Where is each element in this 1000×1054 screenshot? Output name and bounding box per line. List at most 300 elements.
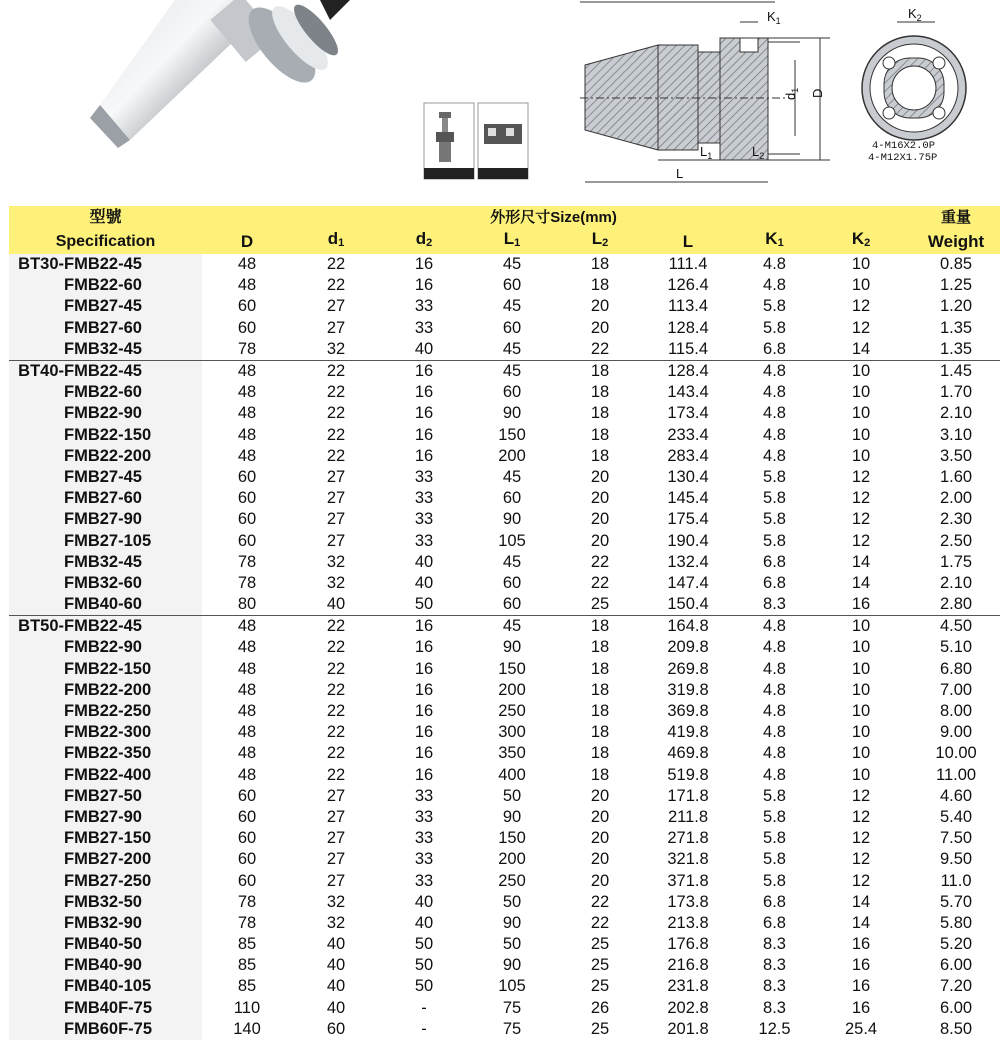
model-name: FMB27-200 <box>64 850 152 869</box>
cell-l1: 60 <box>502 383 522 402</box>
cell-l1: 75 <box>502 1019 522 1038</box>
cell-l2: 18 <box>590 383 610 402</box>
cell-d: 48 <box>237 702 257 721</box>
cell-k2: 10 <box>851 680 871 699</box>
spec-cell <box>9 446 202 467</box>
cell-d2: 16 <box>414 276 434 295</box>
table-row <box>9 425 1000 446</box>
cell-l: 173.8 <box>667 892 709 911</box>
table-row <box>9 275 1000 296</box>
front-view-drawing <box>862 6 966 164</box>
model-name: FMB40F-75 <box>64 998 153 1017</box>
cell-l2: 25 <box>590 935 610 954</box>
cell-k1: 5.8 <box>763 467 786 486</box>
model-name: FMB22-60 <box>64 276 142 295</box>
cell-d1: 22 <box>326 723 346 742</box>
cell-l1: 45 <box>502 552 522 571</box>
cell-d: 80 <box>237 595 257 614</box>
wrench-thumbnail <box>478 103 528 179</box>
cell-k1: 6.8 <box>763 339 786 358</box>
cell-l: 190.4 <box>667 531 709 550</box>
spec-cell <box>9 892 202 913</box>
table-row <box>9 722 1000 743</box>
cell-l2: 22 <box>590 892 610 911</box>
spec-cell <box>9 382 202 403</box>
spec-table <box>9 206 1000 1040</box>
cell-d2: - <box>421 1019 427 1038</box>
cell-w: 2.10 <box>940 573 973 592</box>
cell-w: 9.00 <box>940 723 973 742</box>
table-row <box>9 403 1000 424</box>
cell-d: 48 <box>237 659 257 678</box>
header-weight-cn: 重量 <box>905 206 1000 228</box>
cell-d1: 32 <box>326 913 346 932</box>
cell-d: 48 <box>237 276 257 295</box>
cell-k1: 5.8 <box>763 807 786 826</box>
cell-l1: 50 <box>502 935 522 954</box>
cell-k1: 4.8 <box>732 616 817 638</box>
cell-l: 321.8 <box>667 850 709 869</box>
cell-d2: 33 <box>414 871 434 890</box>
table-row <box>9 594 1000 616</box>
cell-w: 6.00 <box>940 998 973 1017</box>
cell-w: 1.60 <box>940 467 973 486</box>
cell-l: 111.4 <box>668 255 708 274</box>
cell-k2: 12 <box>851 297 871 316</box>
cell-k1: 5.8 <box>763 850 786 869</box>
cell-d2: 33 <box>414 297 434 316</box>
table-row <box>9 701 1000 722</box>
cell-d: 48 <box>237 744 257 763</box>
cell-k2: 14 <box>851 339 871 358</box>
cell-l2: 22 <box>590 552 610 571</box>
cell-d1: 40 <box>326 935 346 954</box>
spec-cell <box>9 616 202 638</box>
spec-cell <box>9 467 202 488</box>
cell-l: 143.4 <box>667 383 709 402</box>
cell-l1: 250 <box>498 871 526 890</box>
cell-d: 60 <box>237 318 257 337</box>
cell-d2: 40 <box>414 339 434 358</box>
cell-l2: 18 <box>590 702 610 721</box>
cell-l1: 400 <box>498 765 526 784</box>
cell-d1: 22 <box>326 659 346 678</box>
cell-k1: 5.8 <box>763 510 786 529</box>
cell-l: 419.8 <box>667 723 709 742</box>
column-header: $K_2$ <box>817 228 905 254</box>
cell-l: 201.8 <box>667 1019 709 1038</box>
cell-d: 48 <box>237 638 257 657</box>
column-header: D <box>202 228 292 254</box>
table-row <box>9 509 1000 530</box>
cell-d1: 27 <box>326 467 346 486</box>
svg-text:d1: $d_1$ <box>783 87 800 100</box>
cell-l: 283.4 <box>667 446 709 465</box>
cell-w: 11.0 <box>940 871 972 890</box>
cell-l: 147.4 <box>667 573 709 592</box>
table-row <box>9 296 1000 317</box>
cell-l1: 45 <box>502 339 522 358</box>
spec-cell <box>9 254 202 275</box>
cell-k2: 12 <box>851 786 871 805</box>
series-prefix: BT30- <box>18 255 64 274</box>
cell-k2: 10 <box>851 744 871 763</box>
cell-w: 6.00 <box>940 956 973 975</box>
column-header: $L_1$ <box>468 228 556 254</box>
cell-w: 2.80 <box>940 595 973 614</box>
cell-k1: 5.8 <box>763 297 786 316</box>
cell-d2: 16 <box>414 383 434 402</box>
model-name: FMB22-300 <box>64 723 152 742</box>
table-row <box>9 743 1000 764</box>
cell-w: 1.45 <box>905 360 1000 382</box>
cell-d2: 16 <box>414 702 434 721</box>
cell-k1: 4.8 <box>763 765 786 784</box>
spec-cell <box>9 722 202 743</box>
spec-cell <box>9 765 202 786</box>
cell-k2: 12 <box>851 467 871 486</box>
cell-k2: 12 <box>851 318 871 337</box>
cell-w: 2.10 <box>940 404 973 423</box>
cell-d2: 16 <box>414 446 434 465</box>
product-illustration-area <box>0 0 1000 205</box>
model-name: FMB22-400 <box>64 765 152 784</box>
cell-k2: 10 <box>851 702 871 721</box>
header-weight-en: Weight <box>905 228 1000 254</box>
table-row <box>9 467 1000 488</box>
model-name: FMB27-60 <box>64 489 142 508</box>
cell-l2: 20 <box>590 531 610 550</box>
cell-w: 4.50 <box>905 616 1000 638</box>
cell-d2: 16 <box>414 723 434 742</box>
cell-l2: 20 <box>590 510 610 529</box>
cell-d: 48 <box>237 446 257 465</box>
cell-l2: 20 <box>590 489 610 508</box>
spec-cell <box>9 680 202 701</box>
model-name: FMB22-350 <box>64 744 152 763</box>
spec-cell <box>9 637 202 658</box>
cell-k1: 4.8 <box>763 255 786 274</box>
cell-w: 1.35 <box>940 318 973 337</box>
cell-d2: 16 <box>414 255 434 274</box>
spec-cell <box>9 403 202 424</box>
cell-d: 48 <box>237 765 257 784</box>
cell-d2: 16 <box>414 425 434 444</box>
cell-w: 1.70 <box>940 383 973 402</box>
cell-d: 110 <box>233 998 261 1017</box>
table-row <box>9 360 1000 382</box>
cell-k2: 10 <box>851 404 871 423</box>
cell-l1: 150 <box>498 659 526 678</box>
spec-cell <box>9 743 202 764</box>
cell-k2: 12 <box>851 807 871 826</box>
cell-d1: 32 <box>326 339 346 358</box>
spec-cell <box>9 425 202 446</box>
table-row <box>9 976 1000 997</box>
cell-d2: 16 <box>414 744 434 763</box>
cell-d1: 32 <box>326 573 346 592</box>
cell-w: 9.50 <box>940 850 973 869</box>
table-row <box>9 637 1000 658</box>
header-spec-en: Specification <box>9 228 202 254</box>
spec-cell <box>9 360 202 382</box>
column-header: $d_2$ <box>380 228 468 254</box>
cell-d: 48 <box>202 360 292 382</box>
model-name: FMB22-150 <box>64 659 152 678</box>
cell-d: 140 <box>233 1019 261 1038</box>
spec-cell <box>9 552 202 573</box>
cell-l1: 200 <box>498 680 526 699</box>
cell-d1: 27 <box>326 297 346 316</box>
cell-l2: 18 <box>590 425 610 444</box>
cell-d1: 27 <box>326 489 346 508</box>
spec-cell <box>9 828 202 849</box>
cell-w: 10.00 <box>935 744 977 763</box>
model-name: FMB22-90 <box>64 638 142 657</box>
model-name: FMB27-60 <box>64 318 142 337</box>
spec-cell <box>9 488 202 509</box>
cell-d1: 27 <box>326 318 346 337</box>
cell-l: 175.4 <box>667 510 709 529</box>
cell-l1: 150 <box>498 425 526 444</box>
spec-cell <box>9 296 202 317</box>
cell-k1: 8.3 <box>763 977 786 996</box>
cell-d1: 22 <box>326 446 346 465</box>
cell-d1: 40 <box>326 998 346 1017</box>
cell-l1: 90 <box>502 510 522 529</box>
model-name: FMB27-105 <box>64 531 152 550</box>
model-name: FMB27-150 <box>64 829 152 848</box>
cell-w: 2.30 <box>940 510 973 529</box>
cell-d: 48 <box>237 404 257 423</box>
cell-l1: 350 <box>498 744 526 763</box>
header-spec-cn: 型號 <box>9 206 202 228</box>
cell-d2: - <box>421 998 427 1017</box>
svg-text:D: D <box>810 88 825 98</box>
table-row <box>9 998 1000 1019</box>
cell-k1: 8.3 <box>763 595 786 614</box>
cell-l2: 18 <box>590 680 610 699</box>
cell-l1: 60 <box>502 573 522 592</box>
cell-d: 78 <box>237 913 257 932</box>
cell-k2: 10 <box>817 616 905 638</box>
cell-k2: 14 <box>851 892 871 911</box>
cell-k2: 12 <box>851 871 871 890</box>
model-name: FMB27-90 <box>64 807 142 826</box>
cell-k2: 16 <box>851 977 871 996</box>
cell-k1: 4.8 <box>763 276 786 295</box>
cell-d1: 22 <box>326 744 346 763</box>
cell-d: 60 <box>237 807 257 826</box>
cell-d1: 32 <box>326 892 346 911</box>
cell-l2: 18 <box>556 360 644 382</box>
cell-d1: 27 <box>326 850 346 869</box>
cell-l: 213.8 <box>667 913 709 932</box>
table-row <box>9 913 1000 934</box>
cell-d1: 22 <box>326 765 346 784</box>
cell-l1: 300 <box>498 723 526 742</box>
cell-l1: 200 <box>498 446 526 465</box>
cell-l1: 90 <box>502 956 522 975</box>
cell-k1: 4.8 <box>763 702 786 721</box>
cell-d: 60 <box>237 786 257 805</box>
cell-l2: 25 <box>590 1019 610 1038</box>
svg-text:K1: $K_1$ <box>767 9 781 26</box>
column-header: $d_1$ <box>292 228 380 254</box>
cell-k2: 12 <box>851 489 871 508</box>
cell-w: 1.20 <box>940 297 973 316</box>
cell-l: 113.4 <box>667 297 709 316</box>
cell-l1: 105 <box>498 977 526 996</box>
cell-d: 85 <box>237 935 257 954</box>
cell-d2: 50 <box>414 595 434 614</box>
cell-d: 48 <box>237 680 257 699</box>
tool-holder-photo <box>90 0 350 148</box>
cell-k2: 14 <box>851 573 871 592</box>
cell-l2: 18 <box>590 659 610 678</box>
table-row <box>9 934 1000 955</box>
cell-d: 48 <box>237 383 257 402</box>
cell-d: 48 <box>237 255 257 274</box>
cell-d2: 33 <box>414 318 434 337</box>
cell-d2: 40 <box>414 913 434 932</box>
cell-l1: 45 <box>502 255 522 274</box>
cell-l: 209.8 <box>667 638 709 657</box>
cell-d2: 33 <box>414 489 434 508</box>
table-row <box>9 659 1000 680</box>
table-row <box>9 786 1000 807</box>
cell-w: 5.80 <box>940 913 973 932</box>
cell-l2: 20 <box>590 297 610 316</box>
cell-w: 3.50 <box>940 446 973 465</box>
svg-text:L: L <box>676 166 684 181</box>
cell-w: 3.10 <box>940 425 973 444</box>
cell-l1: 45 <box>468 616 556 638</box>
cell-l1: 90 <box>502 913 522 932</box>
cell-l2: 22 <box>590 573 610 592</box>
cell-l: 164.8 <box>644 616 732 638</box>
spec-table-body <box>9 254 1000 1040</box>
model-name: FMB27-45 <box>64 297 142 316</box>
cell-l1: 50 <box>502 786 522 805</box>
cell-w: 5.70 <box>940 892 973 911</box>
cell-w: 5.40 <box>940 807 973 826</box>
cell-l: 469.8 <box>667 744 709 763</box>
cell-w: 1.35 <box>940 339 973 358</box>
cell-l: 126.4 <box>667 276 709 295</box>
cell-k1: 4.8 <box>763 638 786 657</box>
column-header: $L_2$ <box>556 228 644 254</box>
cell-w: 2.00 <box>940 489 973 508</box>
cell-d1: 60 <box>326 1019 346 1038</box>
cell-l: 115.4 <box>667 339 709 358</box>
cell-d2: 40 <box>414 573 434 592</box>
cell-l2: 18 <box>590 276 610 295</box>
cell-l: 202.8 <box>667 998 709 1017</box>
cell-d2: 16 <box>414 404 434 423</box>
table-row <box>9 849 1000 870</box>
cell-l: 128.4 <box>644 360 732 382</box>
cell-w: 8.50 <box>940 1019 973 1038</box>
spec-cell <box>9 786 202 807</box>
cell-w: 5.20 <box>940 935 973 954</box>
cell-k1: 6.8 <box>763 892 786 911</box>
spec-cell <box>9 339 202 361</box>
cell-k2: 16 <box>851 998 871 1017</box>
cell-l2: 20 <box>590 850 610 869</box>
cell-k1: 5.8 <box>763 829 786 848</box>
cell-l: 128.4 <box>667 318 709 337</box>
cell-d: 60 <box>237 829 257 848</box>
header-size-title: 外形尺寸Size(mm) <box>202 206 905 228</box>
cell-k2: 10 <box>851 383 871 402</box>
cell-l: 173.4 <box>667 404 709 423</box>
cell-k1: 4.8 <box>763 425 786 444</box>
cell-d: 60 <box>237 489 257 508</box>
spec-cell <box>9 573 202 594</box>
cell-l1: 90 <box>502 807 522 826</box>
model-name: FMB32-60 <box>64 573 142 592</box>
cell-d1: 40 <box>326 595 346 614</box>
cell-d2: 40 <box>414 552 434 571</box>
thread-note-2: 4-M12X1.75P <box>868 152 938 164</box>
cell-d: 78 <box>237 573 257 592</box>
cell-k2: 14 <box>851 552 871 571</box>
cell-l1: 250 <box>498 702 526 721</box>
table-row <box>9 870 1000 891</box>
model-name: FMB22-250 <box>64 702 152 721</box>
cell-l: 145.4 <box>667 489 709 508</box>
cell-w: 7.20 <box>940 977 973 996</box>
cell-d1: 27 <box>326 531 346 550</box>
model-name: FMB22-150 <box>64 425 152 444</box>
cell-l2: 20 <box>590 318 610 337</box>
cell-d: 60 <box>237 297 257 316</box>
cell-k1: 8.3 <box>763 956 786 975</box>
table-row <box>9 488 1000 509</box>
model-name: FMB27-50 <box>64 786 142 805</box>
model-name: FMB40-105 <box>64 977 152 996</box>
cell-l1: 150 <box>498 829 526 848</box>
cell-k2: 16 <box>851 935 871 954</box>
cell-w: 11.00 <box>936 765 977 784</box>
cell-w: 4.60 <box>940 786 973 805</box>
table-row <box>9 680 1000 701</box>
cell-d2: 16 <box>380 616 468 638</box>
cell-d: 60 <box>237 467 257 486</box>
cell-d2: 33 <box>414 786 434 805</box>
spec-cell <box>9 976 202 997</box>
model-name: FMB32-50 <box>64 892 142 911</box>
table-row <box>9 616 1000 638</box>
spec-cell <box>9 870 202 891</box>
cell-k1: 8.3 <box>763 998 786 1017</box>
cell-d: 60 <box>237 531 257 550</box>
model-name: FMB27-250 <box>64 871 152 890</box>
cell-k2: 12 <box>851 531 871 550</box>
cell-w: 0.85 <box>940 255 973 274</box>
cell-d2: 33 <box>414 850 434 869</box>
cell-k2: 25.4 <box>844 1019 878 1038</box>
model-name: FMB40-90 <box>64 956 142 975</box>
cell-d2: 40 <box>414 892 434 911</box>
cell-l2: 20 <box>590 829 610 848</box>
cell-l2: 25 <box>590 956 610 975</box>
cell-d1: 22 <box>326 255 346 274</box>
model-name: FMB40-60 <box>64 595 142 614</box>
cell-l: 216.8 <box>667 956 709 975</box>
cell-w: 7.00 <box>940 680 973 699</box>
